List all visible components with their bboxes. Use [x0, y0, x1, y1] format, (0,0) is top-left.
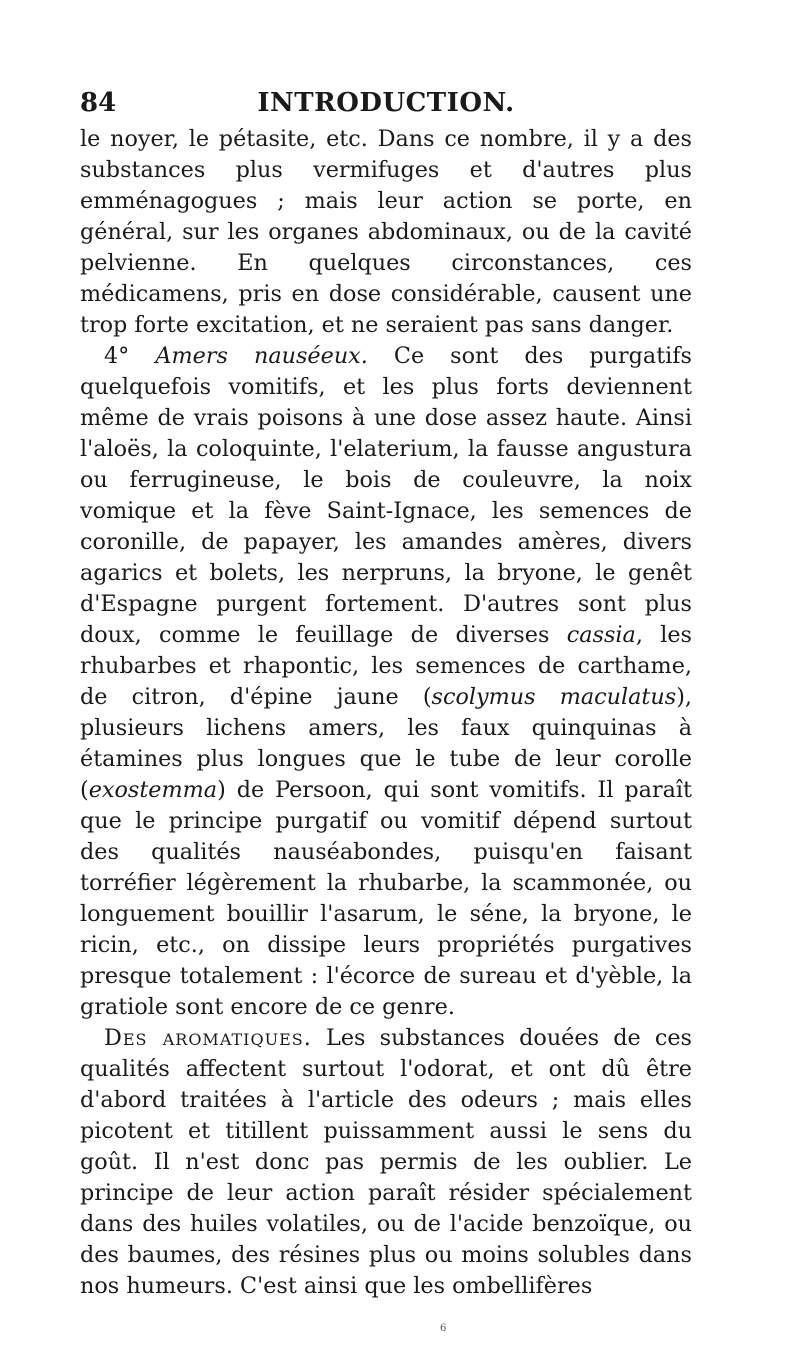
signature-mark: 6 — [440, 1323, 447, 1334]
book-page — [80, 88, 692, 1302]
section-heading-aromatiques: Des aromatiques. — [104, 1025, 312, 1051]
paragraph-3 — [80, 1023, 692, 1302]
italic-term-exostemma: exostemma — [88, 777, 218, 803]
text-run: , les rhubarbes et rhapontic, les semences de carthame, de citron, d'épine jaune ( — [80, 622, 692, 710]
text-run: Ce sont des purgatifs quelquefois vomitifs, et les plus forts deviennent même de vrais poisons à une dose assez haute. Ainsi l'aloës, la coloquinte, l'elaterium, la fausse angustura ou ferrugineuse, le bois de couleuvre, la noix vomique et la fève Saint-Ignace, les semences de coronille, de papayer, les amandes amères, divers agarics et bolets, les nerpruns, la bryone, le genêt d'Espagne purgent fortement. D'autres sont plus doux, comme le feuillage de diverses — [80, 343, 692, 648]
running-title: INTRODUCTION. — [257, 88, 515, 118]
list-number: 4° — [104, 343, 130, 369]
text-run: ), plusieurs lichens amers, les faux quinquinas à étamines plus longues que le tube de leur corolle ( — [80, 684, 692, 803]
body-text — [80, 124, 692, 1302]
paragraph-1: le noyer, le pétasite, etc. Dans ce nombre, il y a des substances plus vermifuges et d'autres plus emménagogues ; mais leur action se porte, en général, sur les organes abdominaux, ou de la cavité pelvienne. En quelques circonstances, ces médicamens, pris en dose considérable, causent une trop forte excitation, et ne seraient pas sans danger. — [80, 126, 692, 338]
italic-term-scolymus: scolymus maculatus — [431, 684, 677, 710]
page-number: 84 — [80, 88, 117, 118]
text-run: ) de Persoon, qui sont vomitifs. Il paraît que le principe purgatif ou vomitif dépend surtout des qualités nauséabondes, puisqu'en faisant torréfier légèrement la rhubarbe, la scammonée, ou longuement bouillir l'asarum, le séne, la bryone, le ricin, etc., on dissipe leurs propriétés purgatives presque totalement : l'écorce de sureau et d'yèble, la gratiole sont encore de ce genre. — [80, 777, 692, 1020]
paragraph-2 — [80, 341, 692, 1023]
italic-term-cassia: cassia — [566, 622, 636, 648]
section-heading-amers: Amers nauséeux. — [155, 343, 368, 369]
page-header — [80, 88, 692, 124]
text-run: Les substances douées de ces qualités affectent surtout l'odorat, et ont dû être d'abord traitées à l'article des odeurs ; mais elles picotent et titillent puissamment aussi le sens du goût. Il n'est donc pas permis de les oublier. Le principe de leur action paraît résider spécialement dans des huiles volatiles, ou de l'acide benzoïque, ou des baumes, des résines plus ou moins solubles dans nos humeurs. C'est ainsi que les ombellifères — [80, 1025, 692, 1299]
